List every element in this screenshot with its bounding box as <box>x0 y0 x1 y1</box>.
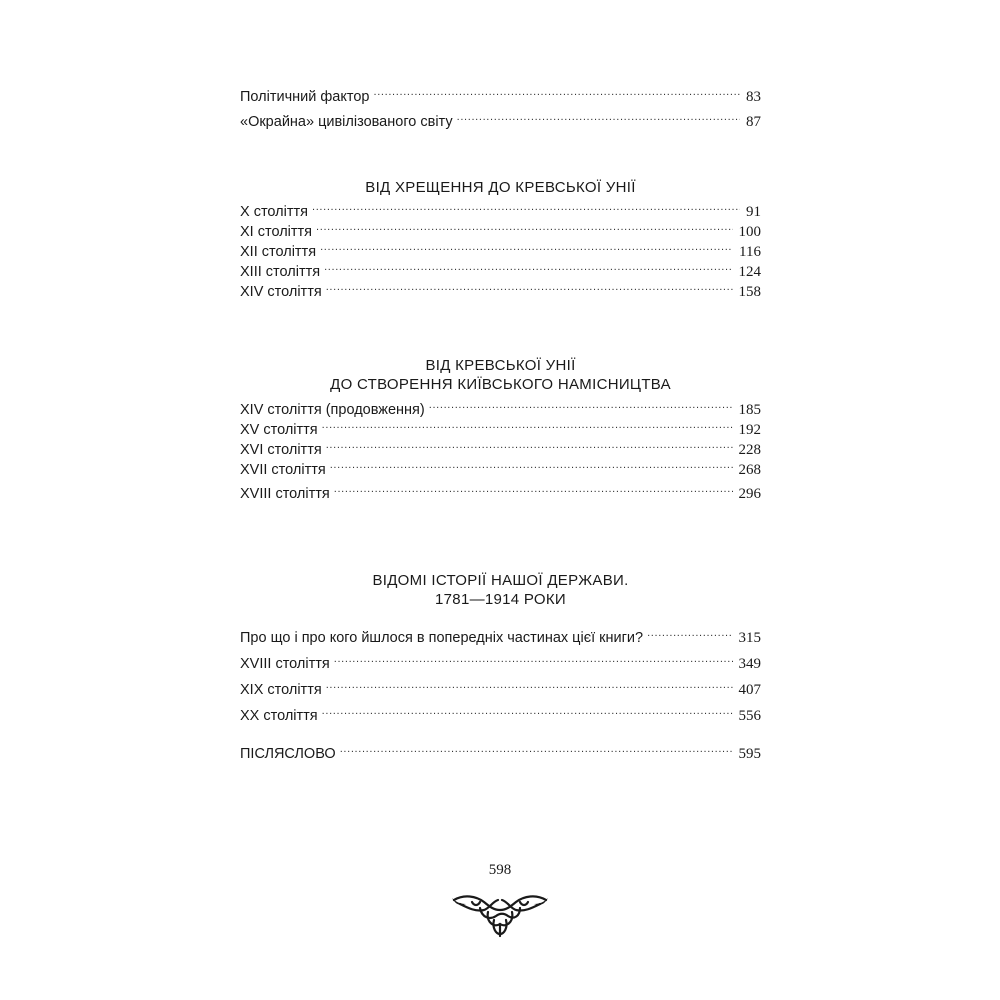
toc-entry-label: X століття <box>240 204 308 220</box>
toc-entry-label: XVI століття <box>240 442 322 458</box>
toc-entry <box>240 454 761 478</box>
section-heading <box>240 356 761 394</box>
toc-entry-label: XIII століття <box>240 264 321 280</box>
toc-entry-page: 124 <box>738 264 761 280</box>
toc-entry <box>240 700 761 724</box>
toc-entry <box>240 236 761 260</box>
toc-entry-page: 91 <box>746 204 761 220</box>
section-heading <box>240 178 761 197</box>
toc-section-block <box>240 622 761 724</box>
toc-entry-label: XIX століття <box>240 682 322 698</box>
toc-entry-label: «Окрайна» цивілізованого світу <box>240 114 453 130</box>
toc-entry-page: 315 <box>738 630 761 646</box>
section-heading <box>240 571 761 609</box>
dot-leader <box>322 700 733 720</box>
toc-entry <box>240 674 761 698</box>
dot-leader <box>330 454 733 474</box>
toc-entry-page: 158 <box>738 284 761 300</box>
toc-entry-page: 595 <box>738 746 761 762</box>
toc-afterword-block <box>240 738 761 762</box>
toc-entry <box>240 276 761 300</box>
dot-leader <box>647 622 732 642</box>
dot-leader <box>429 394 733 414</box>
toc-entry-page: 100 <box>738 224 761 240</box>
dot-leader <box>457 106 740 126</box>
toc-entry-page: 83 <box>746 89 761 105</box>
toc-entry <box>240 394 761 418</box>
toc-entry <box>240 196 761 220</box>
toc-intro-block <box>240 81 761 130</box>
toc-entry <box>240 106 761 130</box>
toc-entry-page: 407 <box>738 682 761 698</box>
toc-entry-page: 296 <box>738 486 761 502</box>
toc-entry-label: XIV століття (продовження) <box>240 402 425 418</box>
toc-entry <box>240 216 761 240</box>
dot-leader <box>326 276 733 296</box>
dot-leader <box>326 434 733 454</box>
toc-entry-label: XI століття <box>240 224 313 240</box>
toc-entry-label: XX століття <box>240 708 318 724</box>
toc-entry-label: XVIII століття <box>240 486 330 502</box>
toc-entry <box>240 648 761 672</box>
toc-section-block <box>240 394 761 502</box>
toc-entry-label: XII століття <box>240 244 317 260</box>
section-heading-line: ВІДОМІ ІСТОРІЇ НАШОЇ ДЕРЖАВИ. <box>372 572 629 589</box>
toc-entry-label: ПІСЛЯСЛОВО <box>240 746 336 762</box>
toc-entry-afterword <box>240 738 761 762</box>
toc-entry-page: 349 <box>738 656 761 672</box>
dot-leader <box>324 256 732 276</box>
toc-entry-page: 192 <box>738 422 761 438</box>
dot-leader <box>334 648 733 668</box>
toc-entry <box>240 256 761 280</box>
toc-entry <box>240 622 761 646</box>
toc-entry-label: XVIII століття <box>240 656 330 672</box>
toc-entry-label: XVII століття <box>240 462 326 478</box>
dot-leader <box>374 81 741 101</box>
toc-entry-page: 268 <box>738 462 761 478</box>
toc-entry-label: XV століття <box>240 422 318 438</box>
section-heading-line: 1781—1914 РОКИ <box>435 591 566 608</box>
toc-entry-page: 116 <box>739 244 761 260</box>
toc-entry-label: Політичний фактор <box>240 89 370 105</box>
toc-entry-page: 87 <box>746 114 761 130</box>
dot-leader <box>326 674 733 694</box>
section-heading-line: ВІД КРЕВСЬКОЇ УНІЇ <box>425 357 576 374</box>
dot-leader <box>322 414 733 434</box>
toc-entry-page: 228 <box>738 442 761 458</box>
dot-leader <box>312 196 740 216</box>
section-heading-line: ДО СТВОРЕННЯ КИЇВСЬКОГО НАМІСНИЦТВА <box>330 376 671 393</box>
toc-entry-page: 185 <box>738 402 761 418</box>
section-heading-line: ВІД ХРЕЩЕННЯ ДО КРЕВСЬКОЇ УНІЇ <box>365 179 636 196</box>
toc-entry <box>240 434 761 458</box>
celtic-knot-ornament-icon <box>450 888 550 940</box>
page-number: 598 <box>488 862 512 878</box>
toc-section-block <box>240 196 761 300</box>
toc-entry-label: Про що і про кого йшлося в попередніх частинах цієї книги? <box>240 630 644 646</box>
toc-entry-page: 556 <box>738 708 761 724</box>
dot-leader <box>334 478 733 498</box>
toc-entry <box>240 81 761 105</box>
toc-entry <box>240 414 761 438</box>
toc-entry-label: XIV століття <box>240 284 322 300</box>
dot-leader <box>316 216 732 236</box>
toc-entry <box>240 478 761 502</box>
dot-leader <box>320 236 733 256</box>
dot-leader <box>340 738 733 758</box>
